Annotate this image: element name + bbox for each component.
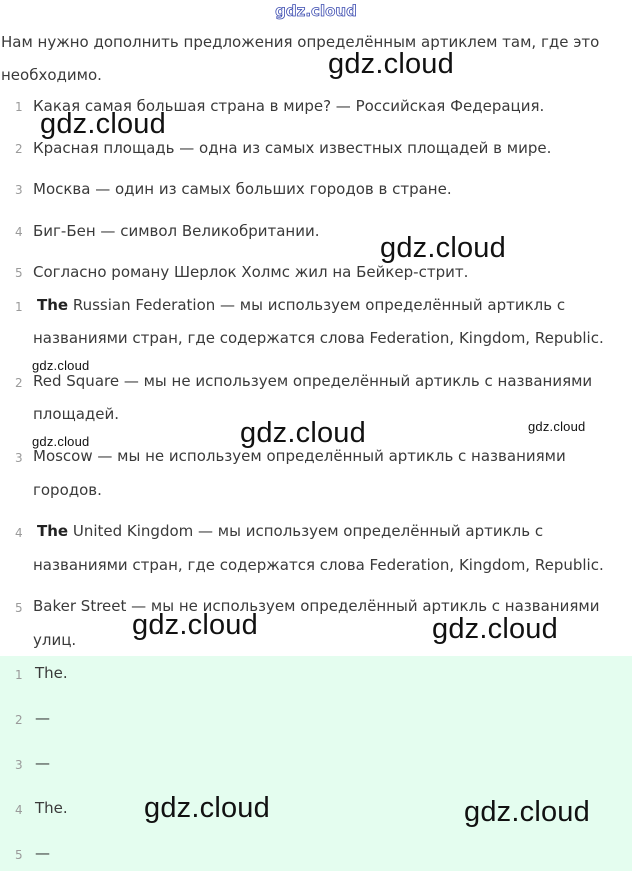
item-text: Red Square — мы не используем определённый артикль с названиями	[33, 372, 593, 390]
watermark: gdz.cloud	[132, 609, 258, 641]
watermark: gdz.cloud	[240, 417, 366, 449]
answer-box	[0, 656, 632, 871]
item-text: United Kingdom — мы используем определённый артикль с	[68, 522, 544, 540]
item-text-cont: площадей.	[33, 405, 120, 423]
item-number: 1	[15, 668, 23, 682]
item-number: 2	[15, 376, 23, 390]
item-number: 4	[15, 225, 23, 239]
item-text-cont: городов.	[33, 481, 102, 499]
item-text: Baker Street — мы не используем определённый артикль с названиями	[33, 597, 600, 615]
watermark: gdz.cloud	[464, 796, 590, 828]
watermark: gdz.cloud	[432, 613, 558, 645]
watermark: gdz.cloud	[328, 48, 454, 80]
item-number: 4	[15, 526, 23, 540]
watermark-small: gdz.cloud	[32, 358, 90, 373]
article-bold: The	[37, 522, 69, 540]
answer-text: The.	[35, 664, 68, 682]
intro-line-2: необходимо.	[1, 66, 102, 84]
answer-text: —	[35, 754, 50, 772]
answer-text: —	[35, 709, 50, 727]
item-text-cont: названиями стран, где содержатся слова Federation, Kingdom, Republic.	[33, 556, 604, 574]
item-number: 2	[15, 142, 23, 156]
item-text: Какая самая большая страна в мире? — Российская Федерация.	[33, 97, 545, 115]
item-number: 1	[15, 300, 23, 314]
watermark-small: gdz.cloud	[528, 419, 586, 434]
item-number: 3	[15, 758, 23, 772]
watermark: gdz.cloud	[144, 792, 270, 824]
item-number: 1	[15, 100, 23, 114]
item-text-cont: улиц.	[33, 631, 77, 649]
item-text-cont: названиями стран, где содержатся слова Federation, Kingdom, Republic.	[33, 329, 604, 347]
item-number: 3	[15, 451, 23, 465]
item-text: Красная площадь — одна из самых известных площадей в мире.	[33, 139, 552, 157]
item-number: 5	[15, 266, 23, 280]
item-text: Russian Federation — мы используем определённый артикль с	[68, 296, 566, 314]
item-number: 3	[15, 183, 23, 197]
intro-line-1: Нам нужно дополнить предложения определённым артиклем там, где это	[1, 33, 600, 51]
watermark-small: gdz.cloud	[32, 434, 90, 449]
item-text: Москва — один из самых больших городов в стране.	[33, 180, 452, 198]
watermark: gdz.cloud	[40, 108, 166, 140]
article-bold: The	[37, 296, 69, 314]
item-number: 5	[15, 601, 23, 615]
answer-text: The.	[35, 799, 68, 817]
watermark: gdz.cloud	[380, 232, 506, 264]
item-text: Согласно роману Шерлок Холмс жил на Бейкер-стрит.	[33, 263, 469, 281]
header-watermark: gdz.cloud	[275, 2, 357, 20]
answer-text: —	[35, 844, 50, 862]
item-text: Moscow — мы не используем определённый артикль с названиями	[33, 447, 566, 465]
item-number: 4	[15, 803, 23, 817]
item-number: 2	[15, 713, 23, 727]
item-text: Биг-Бен — символ Великобритании.	[33, 222, 320, 240]
item-number: 5	[15, 848, 23, 862]
